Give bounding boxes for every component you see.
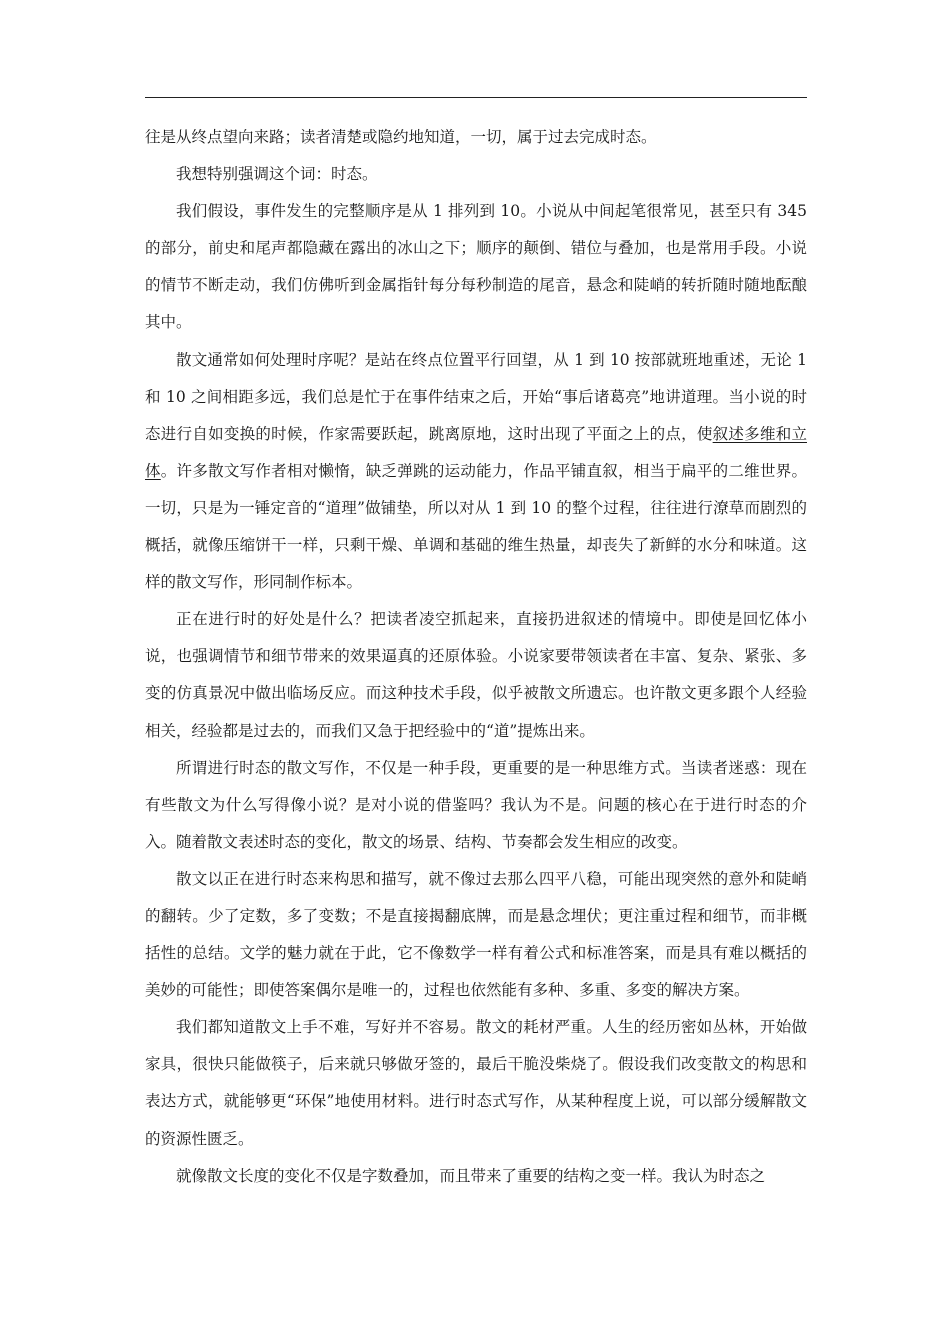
paragraph-2: 我想特别强调这个词：时态。 — [176, 165, 378, 184]
paragraph-8: 我们都知道散文上手不难，写好并不容易。散文的耗材严重。人生的经历密如丛林，开始做家具，很快只能做筷子，后来就只够做牙签的，最后干脆没柴烧了。假设我们改变散文的构思和表达方式，就能够更“环保”地使用材料。进行时态式写作，从某种程度上说，可以部分缓解散文的资源性匮乏。 — [145, 1018, 807, 1148]
paragraph-5: 正在进行时的好处是什么？把读者凌空抓起来，直接扔进叙述的情境中。即使是回忆体小说，也强调情节和细节带来的效果逼真的还原体验。小说家要带领读者在丰富、复杂、紧张、多变的仿真景况中做出临场反应。而这种技术手段，似乎被散文所遗忘。也许散文更多跟个人经验相关，经验都是过去的，而我们又急于把经验中的“道”提炼出来。 — [145, 610, 807, 740]
underlined-phrase: 叙述多维和立体 — [145, 424, 807, 480]
paragraph-4-text-after: 。许多散文写作者相对懒惰，缺乏弹跳的运动能力，作品平铺直叙，相当于扁平的二维世界。一切，只是为一锤定音的“道理”做铺垫，所以对从 1 到 10 的整个过程，往往进行潦草而剧烈的概括，就像压缩饼干一样，只剩干燥、单调和基础的维生热量，却丧失了新鲜的水分和味道。这样的散文写作，形同制作标本。 — [145, 461, 807, 592]
paragraph-4-text-before: 散文通常如何处理时序呢？是站在终点位置平行回望，从 1 到 10 按部就班地重述，无论 1 和 10 之间相距多远，我们总是忙于在事件结束之后，开始“事后诸葛亮”地讲道理。当小说的时态进行自如变换的时候，作家需要跃起，跳离原地，这时出现了平面之上的点，使 — [145, 350, 807, 443]
paragraph-1: 往是从终点望向来路；读者清楚或隐约地知道，一切，属于过去完成时态。 — [145, 128, 657, 146]
paragraph-7: 散文以正在进行时态来构思和描写，就不像过去那么四平八稳，可能出现突然的意外和陡峭的翻转。少了定数，多了变数；不是直接揭翻底牌，而是悬念埋伏；更注重过程和细节，而非概括性的总结。文学的魅力就在于此，它不像数学一样有着公式和标准答案，而是具有难以概括的美妙的可能性；即使答案偶尔是唯一的，过程也依然能有多种、多重、多变的解决方案。 — [145, 869, 807, 1000]
header-rule — [145, 97, 807, 98]
paragraph-3: 我们假设，事件发生的完整顺序是从 1 排列到 10。小说从中间起笔很常见，甚至只有 345 的部分，前史和尾声都隐藏在露出的冰山之下；顺序的颠倒、错位与叠加，也是常用手段。小说的情节不断走动，我们仿佛听到金属指针每分每秒制造的尾音，悬念和陡峭的转折随时随地酝酿其中。 — [145, 202, 807, 332]
paragraph-4 — [145, 342, 807, 602]
paragraph-9: 就像散文长度的变化不仅是字数叠加，而且带来了重要的结构之变一样。我认为时态之 — [176, 1166, 766, 1185]
document-body — [145, 119, 807, 1195]
paragraph-6: 所谓进行时态的散文写作，不仅是一种手段，更重要的是一种思维方式。当读者迷惑：现在有些散文为什么写得像小说？是对小说的借鉴吗？我认为不是。问题的核心在于进行时态的介入。随着散文表述时态的变化，散文的场景、结构、节奏都会发生相应的改变。 — [145, 758, 807, 851]
